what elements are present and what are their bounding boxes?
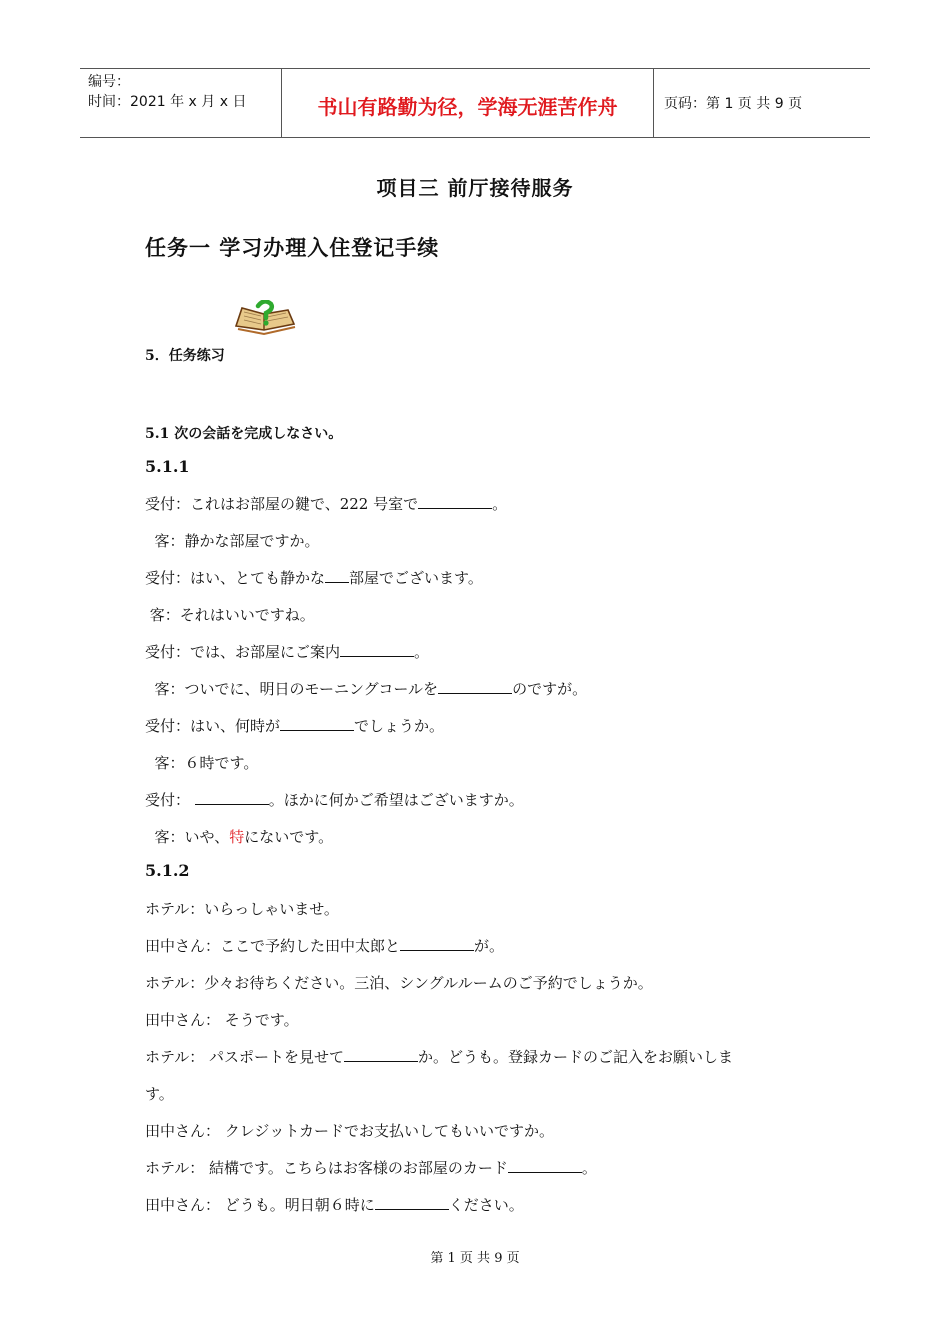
section-5-heading: 5．任务练习	[145, 348, 225, 364]
dialog1-line: 客：それはいいですね。	[145, 606, 315, 624]
number-label: 编号：	[88, 74, 130, 90]
document-header	[80, 68, 870, 138]
header-left-cell	[80, 69, 282, 137]
dialog1-line: 客：６時です。	[145, 754, 259, 772]
dialog2-line: ホテル： パスポートを見せて か。どうも。登録カードのご記入をお願いしま	[145, 1048, 734, 1066]
page-footer: 第 1 页 共 9 页	[430, 1251, 520, 1266]
section-5-1-2-heading: 5.1.2	[145, 861, 190, 880]
answer-blank[interactable]	[195, 790, 269, 805]
dialog2-line: す。	[145, 1085, 174, 1103]
answer-blank[interactable]	[280, 716, 354, 731]
answer-blank[interactable]	[508, 1158, 582, 1173]
answer-blank[interactable]	[325, 568, 349, 583]
dialog1-line: 受付：はい、何時が でしょうか。	[145, 717, 445, 735]
open-book-question-icon	[234, 300, 296, 336]
header-page-info: 页码：第 1 页 共 9 页	[664, 96, 803, 112]
section-5-1-1-heading: 5.1.1	[145, 457, 190, 476]
dialog2-line: ホテル：いらっしゃいませ。	[145, 900, 339, 918]
task-title: 任务一 学习办理入住登记手续	[145, 236, 440, 260]
answer-blank[interactable]	[400, 936, 474, 951]
dialog2-line: ホテル：少々お待ちください。三泊、シングルルームのご予約でしょうか。	[145, 974, 653, 992]
answer-blank[interactable]	[438, 679, 512, 694]
time-label: 时间：2021 年 x 月 x 日	[88, 94, 247, 110]
section-5-1-heading: 5.1 次の会話を完成しなさい。	[145, 426, 343, 442]
answer-blank[interactable]	[375, 1195, 449, 1210]
answer-blank[interactable]	[340, 642, 414, 657]
dialog2-line: 田中さん： クレジットカードでお支払いしてもいいですか。	[145, 1122, 554, 1140]
dialog2-line: 田中さん： そうです。	[145, 1011, 299, 1029]
dialog1-line: 客：ついでに、明日のモーニングコールを のですが。	[145, 680, 588, 698]
dialog2-line: 田中さん：ここで予約した田中太郎と が。	[145, 937, 505, 955]
dialog1-line: 受付：はい、とても静かな 部屋でございます。	[145, 569, 483, 587]
dialog1-line: 受付： 。ほかに何かご希望はございますか。	[145, 791, 524, 809]
highlighted-char: 特	[229, 828, 245, 846]
dialog1-line: 受付：これはお部屋の鍵で、222 号室で 。	[145, 495, 508, 513]
header-motto: 书山有路勤为径，学海无涯苦作舟	[282, 69, 654, 137]
answer-blank[interactable]	[344, 1047, 418, 1062]
dialog1-line: 受付：では、お部屋にご案内 。	[145, 643, 430, 661]
dialog1-line: 客：静かな部屋ですか。	[145, 532, 320, 550]
page-title: 项目三 前厅接待服务	[376, 176, 574, 200]
dialog1-line: 客：いや、特にないです。	[145, 828, 334, 846]
dialog2-line: ホテル： 結構です。こちらはお客様のお部屋のカード 。	[145, 1159, 597, 1177]
answer-blank[interactable]	[418, 494, 492, 509]
dialog2-line: 田中さん： どうも。明日朝６時に ください。	[145, 1196, 524, 1214]
